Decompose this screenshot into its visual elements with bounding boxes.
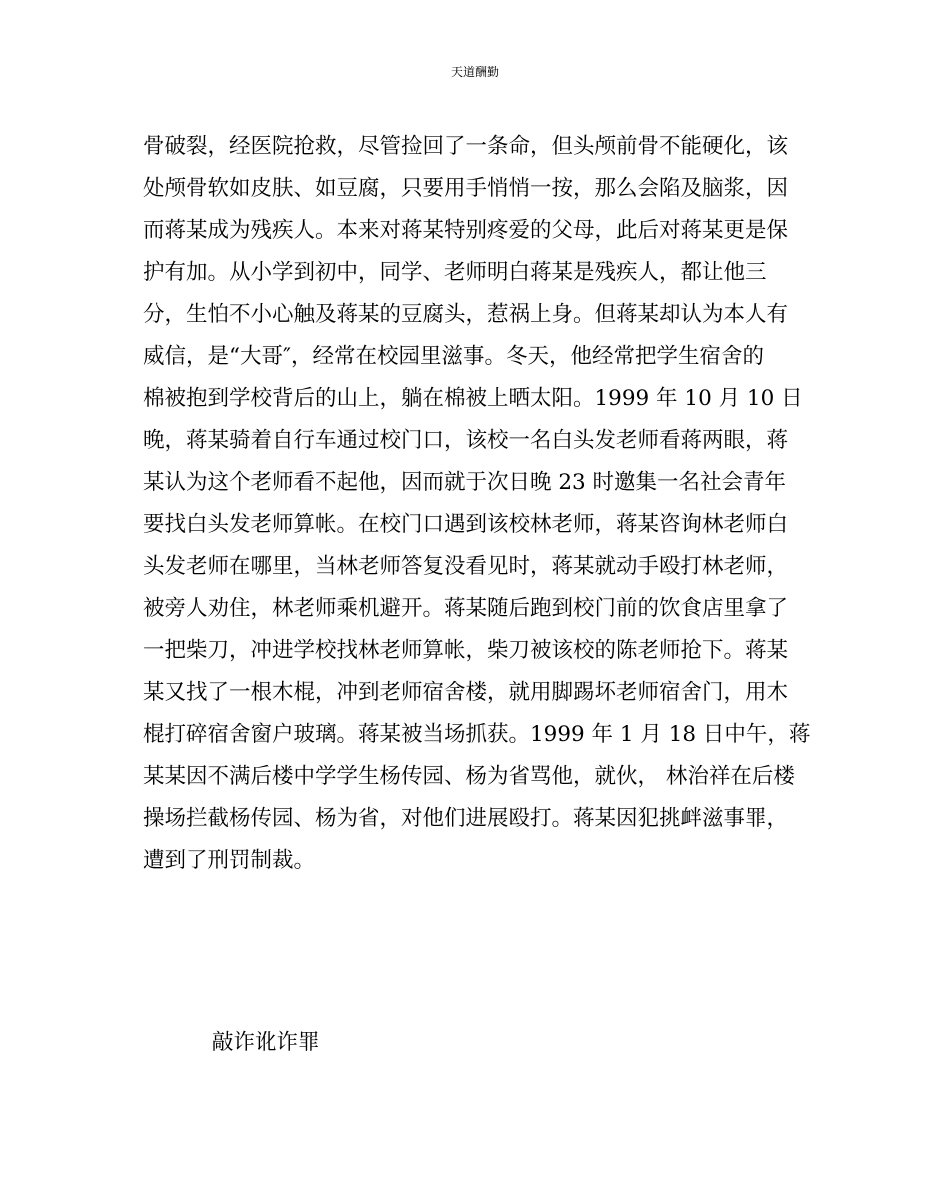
- body-line: 晚，蒋某骑着自行车通过校门口，该校一名白头发老师看蒋两眼，蒋: [143, 428, 789, 453]
- page-header: [0, 64, 950, 80]
- body-line: 处颅骨软如皮肤、如豆腐，只要用手悄悄一按，那么会陷及脑浆，因: [143, 176, 789, 201]
- body-line: 威信，是“大哥″，经常在校园里滋事。冬天，他经常把学生宿舍的: [143, 344, 765, 369]
- body-line: 某认为这个老师看不起他，因而就于次日晚 23 时邀集一名社会青年: [143, 470, 787, 495]
- body-text: [143, 126, 823, 882]
- header-text: 天道酬勤: [450, 65, 499, 79]
- body-line: 某又找了一根木棍，冲到老师宿舍楼，就用脚踢坏老师宿舍门，用木: [143, 680, 789, 705]
- body-line: 某某因不满后楼中学学生杨传园、杨为省骂他，就伙， 林治祥在后楼: [143, 764, 795, 789]
- body-line: 一把柴刀，冲进学校找林老师算帐，柴刀被该校的陈老师抢下。蒋某: [143, 638, 789, 663]
- body-line: 要找白头发老师算帐。在校门口遇到该校林老师，蒋某咨询林老师白: [143, 512, 789, 537]
- body-line: 而蒋某成为残疾人。本来对蒋某特别疼爱的父母，此后对蒋某更是保: [143, 218, 789, 243]
- body-line: 被旁人劝住，林老师乘机避开。蒋某随后跑到校门前的饮食店里拿了: [143, 596, 789, 621]
- body-line: 护有加。从小学到初中，同学、老师明白蒋某是残疾人，都让他三: [143, 260, 767, 285]
- body-line: 棍打碎宿舍窗户玻璃。蒋某被当场抓获。1999 年 1 月 18 日中午，蒋: [143, 722, 811, 747]
- section-heading: 敲诈讹诈罪: [212, 1030, 320, 1055]
- body-line: 骨破裂，经医院抢救，尽管捡回了一条命，但头颅前骨不能硬化，该: [143, 134, 789, 159]
- body-line: 棉被抱到学校背后的山上，躺在棉被上晒太阳。1999 年 10 月 10 日: [143, 386, 803, 411]
- body-line: 遭到了刑罚制裁。: [143, 848, 316, 873]
- body-line: 操场拦截杨传园、杨为省，对他们进展殴打。蒋某因犯挑衅滋事罪，: [143, 806, 789, 831]
- body-line: 分，生怕不小心触及蒋某的豆腐头，惹祸上身。但蒋某却认为本人有: [143, 302, 789, 327]
- body-line: 头发老师在哪里，当林老师答复没看见时，蒋某就动手殴打林老师，: [143, 554, 789, 579]
